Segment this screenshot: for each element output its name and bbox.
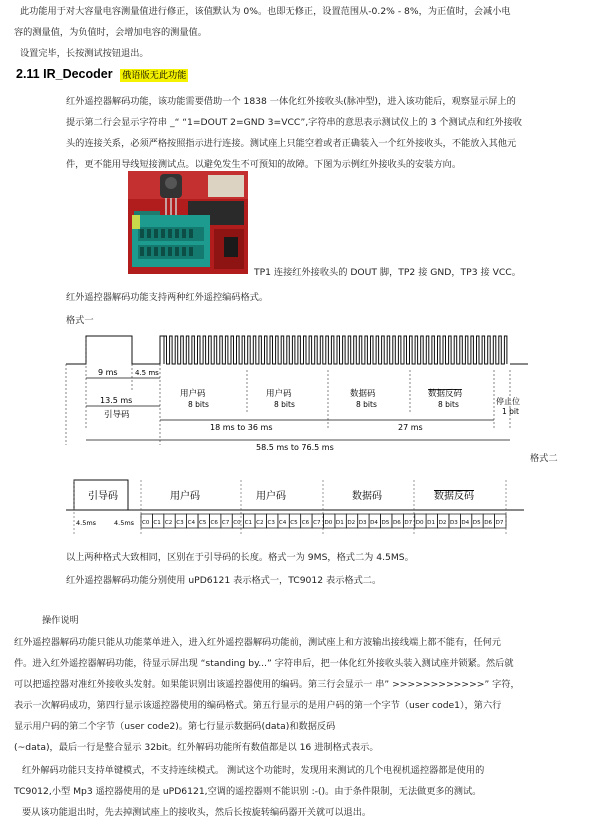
f2-lead-label: 引导码	[88, 491, 118, 502]
bit-cell-label: C2	[164, 520, 173, 526]
ops-line: 件。进入红外遥控器解码功能，待显示屏出现 “standing by...” 字符串后，把一体化红外接收头装入测试座并锁紧。然后就	[14, 658, 514, 669]
f2-t2: 4.5ms	[114, 519, 135, 527]
bit-cell-label: C1	[244, 520, 253, 526]
f2-t1: 4.5ms	[76, 519, 97, 527]
formats-intro: 红外遥控器解码功能支持两种红外遥控编码格式。	[66, 292, 269, 303]
description-block	[66, 91, 516, 112]
bit-cell-label: D4	[370, 520, 378, 526]
data-inverse-label: 数据反码	[428, 389, 463, 399]
bit-cell-label: C3	[176, 520, 184, 526]
format2-timing-diagram	[60, 470, 530, 545]
final-line: 要从该功能退出时，先去掉测试座上的接收头，然后长按旋转编码器开关就可以退出。	[22, 807, 372, 818]
bit-cell-label: C6	[301, 520, 310, 526]
bit-cell-label: D0	[415, 520, 424, 526]
bit-cell-label: C7	[313, 520, 321, 526]
format2-label: 格式二	[530, 453, 558, 464]
description-block-2	[66, 112, 522, 175]
ops-block	[14, 632, 520, 758]
user-code-2-label: 用户码	[266, 389, 292, 399]
desc-line: 头的连接关系，必须严格按照指示进行连接。测试座上只能空着或者正确装入一个红外接收头，不能放入其他元	[66, 138, 517, 149]
desc-line: 红外遥控器解码功能，该功能需要借助一个 1838 一体化红外接收头(脉冲型)，进入该功能后，观察显示屏上的	[66, 96, 516, 107]
bit-cell-label: C0	[233, 520, 241, 526]
bit-cell-label: D1	[335, 520, 344, 526]
intro-line-1: 此功能用于对大容量电容测量值进行修正，该值默认为 0%。也即无修正，设置范围从-0.2% - 8%，为正值时，会减小电	[20, 6, 511, 17]
section-tag: 俄语版无此功能	[122, 70, 187, 81]
bit-cell-label: D2	[347, 520, 356, 526]
desc-line: 件，更不能用导线短接测试点。以避免发生不可预知的故障。下图为示例红外接收头的安装方向。	[66, 159, 462, 170]
user-code-1-label: 用户码	[180, 389, 206, 399]
final-block	[14, 760, 484, 823]
section-title: IR_Decoder	[43, 67, 113, 81]
lead-time: 13.5 ms	[100, 396, 133, 405]
ops-line: (~data)，最后一行是整合显示 32bit。红外解码功能所有数值都是以 16 进制格式表示。	[14, 742, 379, 753]
data-code-label: 数据码	[350, 389, 376, 399]
format1-waveform	[66, 336, 528, 364]
section-heading	[16, 67, 188, 81]
bit-cell-label: D4	[461, 520, 470, 526]
data-inverse-bits: 8 bits	[438, 400, 459, 409]
bit-cell-label: D3	[449, 520, 458, 526]
intro-line-3: 设置完毕，长按测试按钮退出。	[20, 48, 149, 59]
bit-cell-label: C5	[290, 520, 298, 526]
after-line-1: 以上两种格式大致相同，区别在于引导码的长度。格式一为 9MS，格式二为 4.5MS。	[66, 552, 414, 563]
f2-data-inverse-label: 数据反码	[434, 491, 474, 502]
user-code-2-bits: 8 bits	[274, 400, 295, 409]
bit-cell-label: D7	[495, 520, 504, 526]
user-code-1-bits: 8 bits	[188, 400, 209, 409]
data-code-bits: 8 bits	[356, 400, 377, 409]
format1-timing-diagram	[60, 330, 530, 455]
seg-45ms: 4.5 ms	[135, 369, 159, 377]
bit-cell-label: C6	[210, 520, 218, 526]
bit-cell-label: D3	[358, 520, 367, 526]
stop-bit-label: 停止位	[496, 397, 520, 406]
bit-cell-label: C1	[153, 520, 161, 526]
photo-caption: TP1 连接红外接收头的 DOUT 脚，TP2 接 GND，TP3 接 VCC。	[254, 267, 521, 278]
after-line-2: 红外遥控器解码功能分别使用 uPD6121 表示格式一，TC9012 表示格式二。	[66, 575, 382, 586]
bit-cell-label: D1	[427, 520, 436, 526]
bit-cell-label: C4	[187, 520, 196, 526]
f2-user2-label: 用户码	[256, 491, 286, 502]
ops-line: 表示一次解码成功，第四行显示该遥控器使用的编码格式。第五行显示的是用户码的第一个字节（user code1），第六行	[14, 700, 502, 711]
final-line: 红外解码功能只支持单键模式，不支持连续模式。 测试这个功能时，发现用来测试的几个电视机遥控器都是使用的	[22, 765, 485, 776]
f2-user1-label: 用户码	[170, 491, 200, 502]
intro-line-2: 容的测量值，为负值时，会增加电容的测量值。	[14, 27, 207, 38]
bit-cell-label: D5	[381, 520, 390, 526]
ops-title: 操作说明	[42, 615, 79, 626]
bit-cell-label: C5	[199, 520, 207, 526]
bit-cell-label: D2	[438, 520, 447, 526]
ops-line: 红外遥控器解码功能只能从功能菜单进入，进入红外遥控器解码功能前，测试座上和方波输出接线端上都不能有，任何元	[14, 637, 501, 648]
bit-cell-label: D7	[404, 520, 413, 526]
ir-receiver-photo	[128, 171, 248, 274]
bit-cell-label: C7	[221, 520, 230, 526]
bit-cell-label: C2	[256, 520, 264, 526]
format1-label: 格式一	[66, 315, 94, 326]
bit-cell-label: D5	[472, 520, 481, 526]
lead-label: 引导码	[104, 410, 130, 420]
ops-line: 显示用户码的第二个字节（user code2)。第七行显示数据码(data)和数据反码	[14, 721, 336, 732]
total-range: 58.5 ms to 76.5 ms	[256, 443, 334, 452]
bit-cell-label: D6	[484, 520, 493, 526]
final-line: TC9012,小型 Mp3 遥控器使用的是 uPD6121,空调的遥控器则不能识别 :-()。由于条件限制，无法做更多的测试。	[14, 786, 482, 797]
bit-cell-label: D0	[324, 520, 333, 526]
bit-cell-label: C4	[278, 520, 287, 526]
section-number: 2.11	[16, 67, 40, 81]
range-27: 27 ms	[398, 423, 423, 432]
desc-line: 提示第二行会显示字符串 _“ “1=DOUT 2=GND 3=VCC”,字符串的意思表示测试仪上的 3 个测试点和红外接收	[66, 117, 522, 128]
bit-cell-label: C0	[142, 520, 150, 526]
bit-cell-label: C3	[267, 520, 275, 526]
f2-data-label: 数据码	[352, 491, 382, 502]
range-18-36: 18 ms to 36 ms	[210, 423, 273, 432]
ops-line: 可以把遥控器对准红外接收头发射。如果能识别出该遥控器使用的编码。第三行会显示一 串” >>>>>>>>>>>>” 字符，	[14, 679, 520, 690]
seg-9ms: 9 ms	[98, 368, 118, 377]
bit-cell-label: D6	[392, 520, 401, 526]
stop-bit-bits: 1 bit	[502, 407, 519, 416]
